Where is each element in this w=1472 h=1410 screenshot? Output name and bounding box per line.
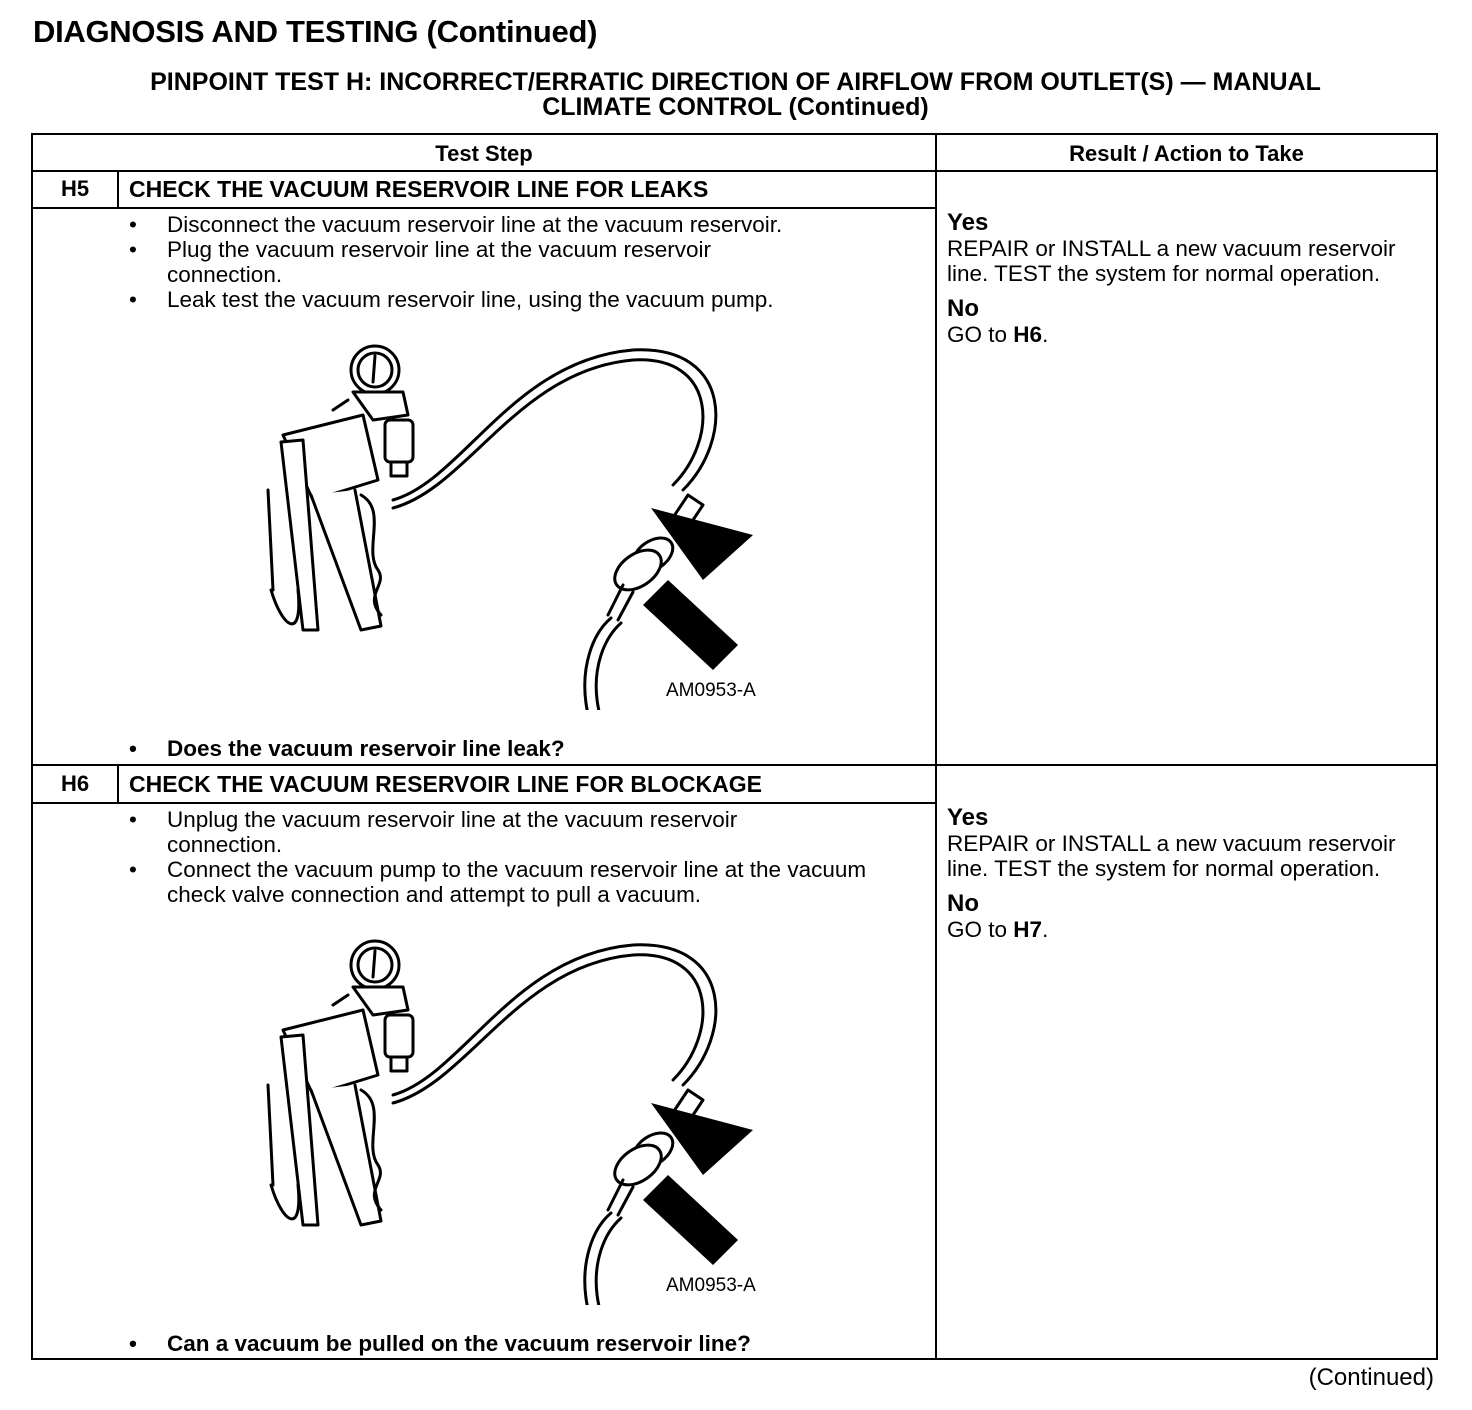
step-id: H5 xyxy=(60,176,90,201)
step-id: H6 xyxy=(60,771,90,796)
next-step-link: H6 xyxy=(1013,322,1043,347)
pinpoint-test-title-line1: PINPOINT TEST H: INCORRECT/ERRATIC DIRECTION OF AIRFLOW FROM OUTLET(S) — MANUAL xyxy=(150,68,1321,96)
result-no-label: No xyxy=(947,295,979,322)
result-no-label: No xyxy=(947,890,979,917)
pinpoint-test-title-line2: CLIMATE CONTROL (Continued) xyxy=(542,93,929,121)
result-no-action xyxy=(947,917,1437,942)
step-result-h6 xyxy=(947,805,1437,952)
result-yes-action: REPAIR or INSTALL a new vacuum reservoir line. TEST the system for normal operation. xyxy=(947,236,1396,286)
figure-code: AM0953-A xyxy=(666,1275,756,1296)
pinpoint-test-title xyxy=(33,70,1438,120)
step-title-divider xyxy=(33,802,935,804)
pinpoint-test-table xyxy=(31,133,1438,1360)
vacuum-pump-illustration xyxy=(213,330,773,710)
step-title: CHECK THE VACUUM RESERVOIR LINE FOR LEAKS xyxy=(129,176,709,202)
step-question: • Does the vacuum reservoir line leak? xyxy=(125,736,565,761)
instruction-item: • Leak test the vacuum reservoir line, using the vacuum pump. xyxy=(125,287,925,312)
step-instructions xyxy=(125,807,925,907)
instruction-item: • Plug the vacuum reservoir line at the vacuum reservoir connection. xyxy=(125,237,807,287)
instruction-item: • Connect the vacuum pump to the vacuum reservoir line at the vacuum check valve connection and attempt to pull a vacuum. xyxy=(125,857,927,907)
result-yes-label: Yes xyxy=(947,209,989,236)
vacuum-pump-illustration xyxy=(213,925,773,1305)
column-header-test-step: Test Step xyxy=(435,141,533,166)
step-title-divider xyxy=(33,207,935,209)
step-instructions xyxy=(125,212,925,312)
continued-label: (Continued) xyxy=(1308,1364,1434,1391)
result-yes-label: Yes xyxy=(947,804,989,831)
step-id-divider xyxy=(117,766,119,802)
instruction-item: • Disconnect the vacuum reservoir line at the vacuum reservoir. xyxy=(125,212,925,237)
next-step-link: H7 xyxy=(1013,917,1043,942)
step-id-divider xyxy=(117,171,119,207)
step-title: CHECK THE VACUUM RESERVOIR LINE FOR BLOCKAGE xyxy=(129,771,762,797)
result-no-action xyxy=(947,322,1437,347)
result-no-suffix: . xyxy=(1042,917,1049,942)
result-no-text: GO to xyxy=(947,322,1008,347)
column-header-result: Result / Action to Take xyxy=(1069,141,1304,166)
step-result-h5 xyxy=(947,210,1437,357)
column-divider xyxy=(935,135,937,1358)
result-no-text: GO to xyxy=(947,917,1008,942)
document-title: DIAGNOSIS AND TESTING (Continued) xyxy=(33,14,598,49)
result-no-suffix: . xyxy=(1042,322,1049,347)
figure-code: AM0953-A xyxy=(666,680,756,701)
instruction-item: • Unplug the vacuum reservoir line at the vacuum reservoir connection. xyxy=(125,807,847,857)
result-yes-action: REPAIR or INSTALL a new vacuum reservoir line. TEST the system for normal operation. xyxy=(947,831,1396,881)
step-question: • Can a vacuum be pulled on the vacuum reservoir line? xyxy=(125,1331,751,1356)
